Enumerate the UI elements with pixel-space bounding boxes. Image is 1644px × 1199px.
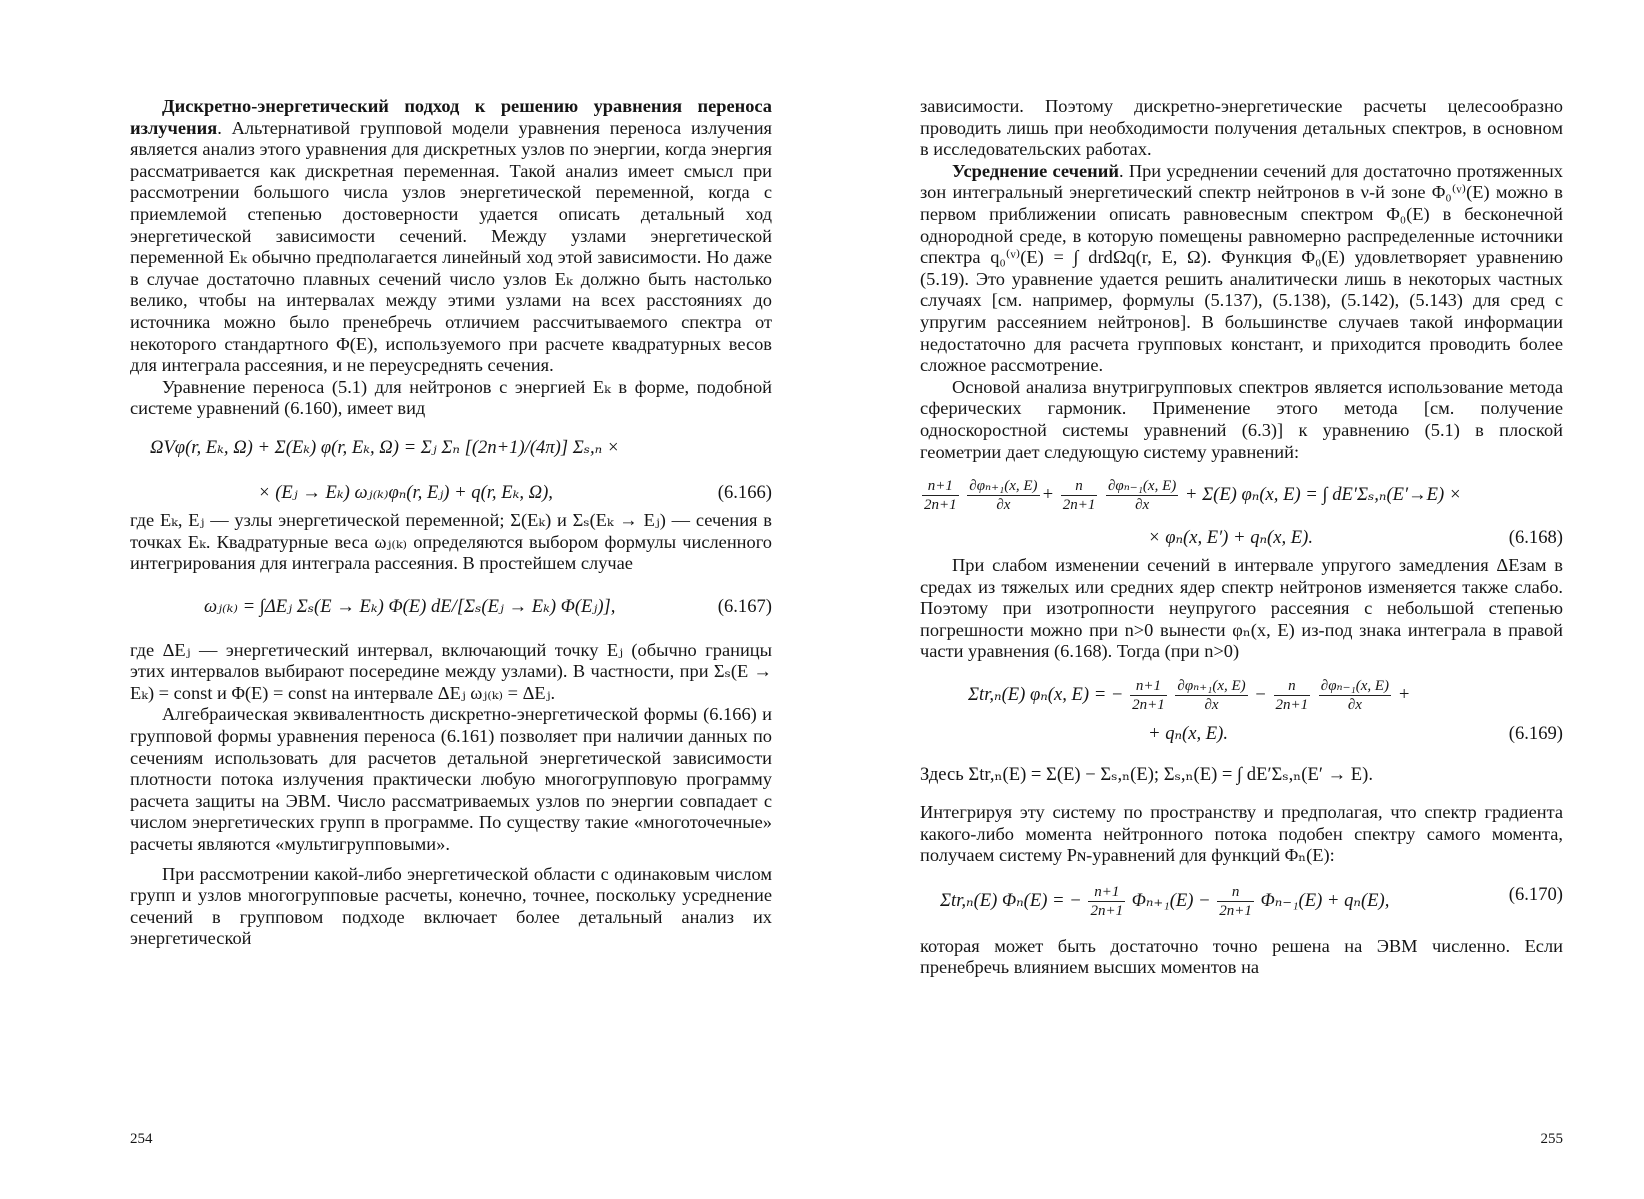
equation-number-6-170: (6.170) <box>1508 883 1563 905</box>
paragraph-weak-variation: При слабом изменении сечений в интервале упругого замедления ΔEзам в средах из тяжелых или средних ядер спектр нейтронов изменяется также слабо. Поэтому при изотропности неупругого рассеяния с небольшой степенью погрешности можно при n>0 вынести φₙ(x, E) из-под знака интеграла в правой части уравнения (6.168). Тогда (при n>0) <box>920 555 1563 662</box>
paragraph-multigroup: При рассмотрении какой-либо энергетической области с одинаковым числом групп и узлов многогрупповые расчеты, конечно, точнее, поскольку усреднение сечений в групповом подходе включает более детальный анализ их энергетической <box>130 863 772 949</box>
equation-6-168-line1: $\frac{n+1}{2n+1}$ $\frac{\text{∂φₙ₊₁(x, E)}}{\partial x}$ + $\frac{n}{2n+1}$ $\frac{\text{∂φₙ₋₁(x, E)}}{\partial x}$ + Σ(E) φₙ(x, E) = ∫ dE′Σₛ,ₙ(E′→E) × <box>924 478 1462 514</box>
fraction-b: $\frac{\text{∂φₙ₊₁(x, E)}}{\partial x}$ <box>969 478 1038 514</box>
fraction-169-c: $\frac{n}{2n+1}$ <box>1275 678 1309 714</box>
fraction-c: $\frac{n}{2n+1}$ <box>1062 478 1096 514</box>
equation-6-168-body: × φₙ(x, E′) + qₙ(x, E). <box>1148 527 1313 549</box>
page-number-right: 255 <box>1540 1131 1563 1147</box>
paragraph-equivalence: Алгебраическая эквивалентность дискретно-энергетической формы (6.166) и групповой формы уравнения переноса (6.161) позволяет при наличии данных по сечениям использовать для расчетов детальной энергетической зависимости плотности потока излучения практически любую многогрупповую программу расчета защиты на ЭВМ. Число рассматриваемых узлов по энергии совпадает с числом энергетических групп в программе. По существу такие «многоточечные» расчеты являются «мультигрупповыми». <box>130 704 772 855</box>
fraction-169-d: $\frac{\text{∂φₙ₋₁(x, E)}}{\partial x}$ <box>1320 678 1390 714</box>
right-page <box>920 96 1563 1146</box>
paragraph-continuation: зависимости. Поэтому дискретно-энергетические расчеты целесообразно проводить лишь при необходимости получения детальных спектров, в основном в исследовательских работах. <box>920 96 1563 160</box>
equation-6-169-lead: Σtr,ₙ(E) φₙ(x, E) = − <box>968 683 1124 705</box>
paragraph-transport-equation: Уравнение переноса (5.1) для нейтронов с энергией Eₖ в форме, подобной системе уравнений (6.160), имеет вид <box>130 376 772 419</box>
paragraph-numerical-solution: которая может быть достаточно точно решена на ЭВМ численно. Если пренебречь влиянием высших моментов на <box>920 935 1563 978</box>
equation-6-167-body: ωⱼ₍ₖ₎ = ∫ΔEⱼ Σₛ(E → Eₖ) Φ(E) dE/[Σₛ(Eⱼ → Eₖ) Φ(Eⱼ)], <box>204 595 616 617</box>
section-title-discrete-energy: Дискретно-энергетический подход к решению уравнения переноса излучения <box>130 96 772 138</box>
paragraph-discrete-energy: Дискретно-энергетический подход к решению уравнения переноса излучения. Альтернативой групповой модели уравнения переноса излучения является анализ этого уравнения для дискретных узлов по энергии, когда энергия рассматривается как дискретная переменная. Такой анализ имеет смысл при рассмотрении большого числа узлов энергетической переменной, когда с приемлемой степенью достоверности удается описать детальный ход энергетической зависимости сечений. Между узлами энергетической переменной Eₖ обычно предполагается линейный ход этой зависимости. Но даже в случае достаточно плавных сечений число узлов Eₖ должно быть настолько велико, чтобы на интервалах между этими узлами на всех расстояниях до источника можно было пренебречь отличием рассчитываемого спектра от некоторого стандартного Φ(E), используемого при расчете квадратурных весов для интеграла рассеяния, и не переусреднять сечения. <box>130 96 772 376</box>
equation-6-167 <box>130 595 772 618</box>
paragraph-integration: Интегрируя эту систему по пространству и предполагая, что спектр градиента какого-либо момента нейтронного потока подобен спектру самого момента, получаем систему Pɴ-уравнений для функций Φₙ(E): <box>920 802 1563 866</box>
fraction-a: $\frac{n+1}{2n+1}$ <box>924 478 957 514</box>
equation-number-6-168: (6.168) <box>1508 527 1563 549</box>
equation-number-6-169: (6.169) <box>1508 723 1563 745</box>
paragraph-spherical-harmonics: Основой анализа внутригрупповых спектров является использование метода сферических гармоник. Применение этого метода [см. получение односкоростной системы уравнений (6.3)] к уравнению (5.1) в плоской геометрии дает следующую систему уравнений: <box>920 376 1563 462</box>
equation-6-169-line1: Σtr,ₙ(E) φₙ(x, E) = − $\frac{n+1}{2n+1}$ $\frac{\text{∂φₙ₊₁(x, E)}}{\partial x}$ − $\frac{n}{2n+1}$ $\frac{\text{∂φₙ₋₁(x, E)}}{\partial x}$ + <box>968 678 1411 714</box>
paragraph-cross-section-averaging: Усреднение сечений. При усреднении сечений для достаточно протяженных зон интегральный энергетический спектр нейтронов в ν-й зоне Φ₀⁽ᵛ⁾(E) можно в первом приближении описать равновесным спектром Φ₀(E) в бесконечной однородной среде, в которую помещены равномерно распределенные источники спектра q₀⁽ᵛ⁾(E) = ∫ drdΩq(r, E, Ω). Функция Φ₀(E) удовлетворяет уравнению (5.19). Это уравнение удается решить аналитически лишь в некоторых частных случаях [см. например, формулы (5.137), (5.138), (5.142), (5.143) для сред с упругим рассеянием нейтронов]. В большинстве случаев такой информации недостаточно для расчета групповых констант, и приходится проводить более сложное рассмотрение. <box>920 160 1563 376</box>
equation-6-169-line2 <box>920 722 1563 745</box>
paragraph-interval: где ΔEⱼ — энергетический интервал, включающий точку Eⱼ (обычно границы этих интервалов выбирают посередине между узлами). В частности, при Σₛ(E → Eₖ) = const и Φ(E) = const на интервале ΔEⱼ ωⱼ₍ₖ₎ = ΔEⱼ. <box>130 639 772 703</box>
page-number-left: 254 <box>130 1131 153 1147</box>
equation-6-168-tail: + Σ(E) φₙ(x, E) = ∫ dE′Σₛ,ₙ(E′→E) × <box>1184 483 1462 505</box>
equation-number-6-167: (6.167) <box>717 595 772 617</box>
equation-6-170-lead: Σtr,ₙ(E) Φₙ(E) = − <box>940 889 1082 911</box>
equation-6-170: Σtr,ₙ(E) Φₙ(E) = − $\frac{n+1}{2n+1}$ Φₙ₊₁(E) − $\frac{n}{2n+1}$ Φₙ₋₁(E) + qₙ(E), (6.170) <box>940 883 1563 919</box>
fraction-d: $\frac{\text{∂φₙ₋₁(x, E)}}{\partial x}$ <box>1108 478 1177 514</box>
equation-6-169-body: + qₙ(x, E). <box>1148 723 1228 745</box>
fraction-170-a: $\frac{n+1}{2n+1}$ <box>1090 883 1124 919</box>
paragraph-nodes: где Eₖ, Eⱼ — узлы энергетической переменной; Σ(Eₖ) и Σₛ(Eₖ → Eⱼ) — сечения в точках Eₖ. Квадратурные веса ωⱼ₍ₖ₎ определяются выбором формулы численного интегрирования для интеграла рассеяния. В простейшем случае <box>130 509 772 574</box>
equation-6-166-body: × (Eⱼ → Eₖ) ωⱼ₍ₖ₎φₙ(r, Eⱼ) + q(r, Eₖ, Ω), <box>258 481 553 503</box>
equation-6-166-line1: ΩVφ(r, Eₖ, Ω) + Σ(Eₖ) φ(r, Eₖ, Ω) = Σⱼ Σₙ [(2n+1)/(4π)] Σₛ,ₙ × <box>150 436 620 458</box>
fraction-169-b: $\frac{\text{∂φₙ₊₁(x, E)}}{\partial x}$ <box>1177 678 1246 714</box>
section-title-averaging: Усреднение сечений <box>952 160 1119 181</box>
fraction-169-a: $\frac{n+1}{2n+1}$ <box>1132 678 1165 714</box>
left-page <box>130 96 772 1146</box>
equation-6-166-line2 <box>130 481 772 504</box>
equation-6-168-line2 <box>920 526 1563 549</box>
equation-definitions: Здесь Σtr,ₙ(E) = Σ(E) − Σₛ,ₙ(E); Σₛ,ₙ(E) = ∫ dE′Σₛ,ₙ(E′ → E). <box>920 764 1373 786</box>
fraction-170-b: $\frac{n}{2n+1}$ <box>1219 883 1252 919</box>
equation-number-6-166: (6.166) <box>717 481 772 503</box>
